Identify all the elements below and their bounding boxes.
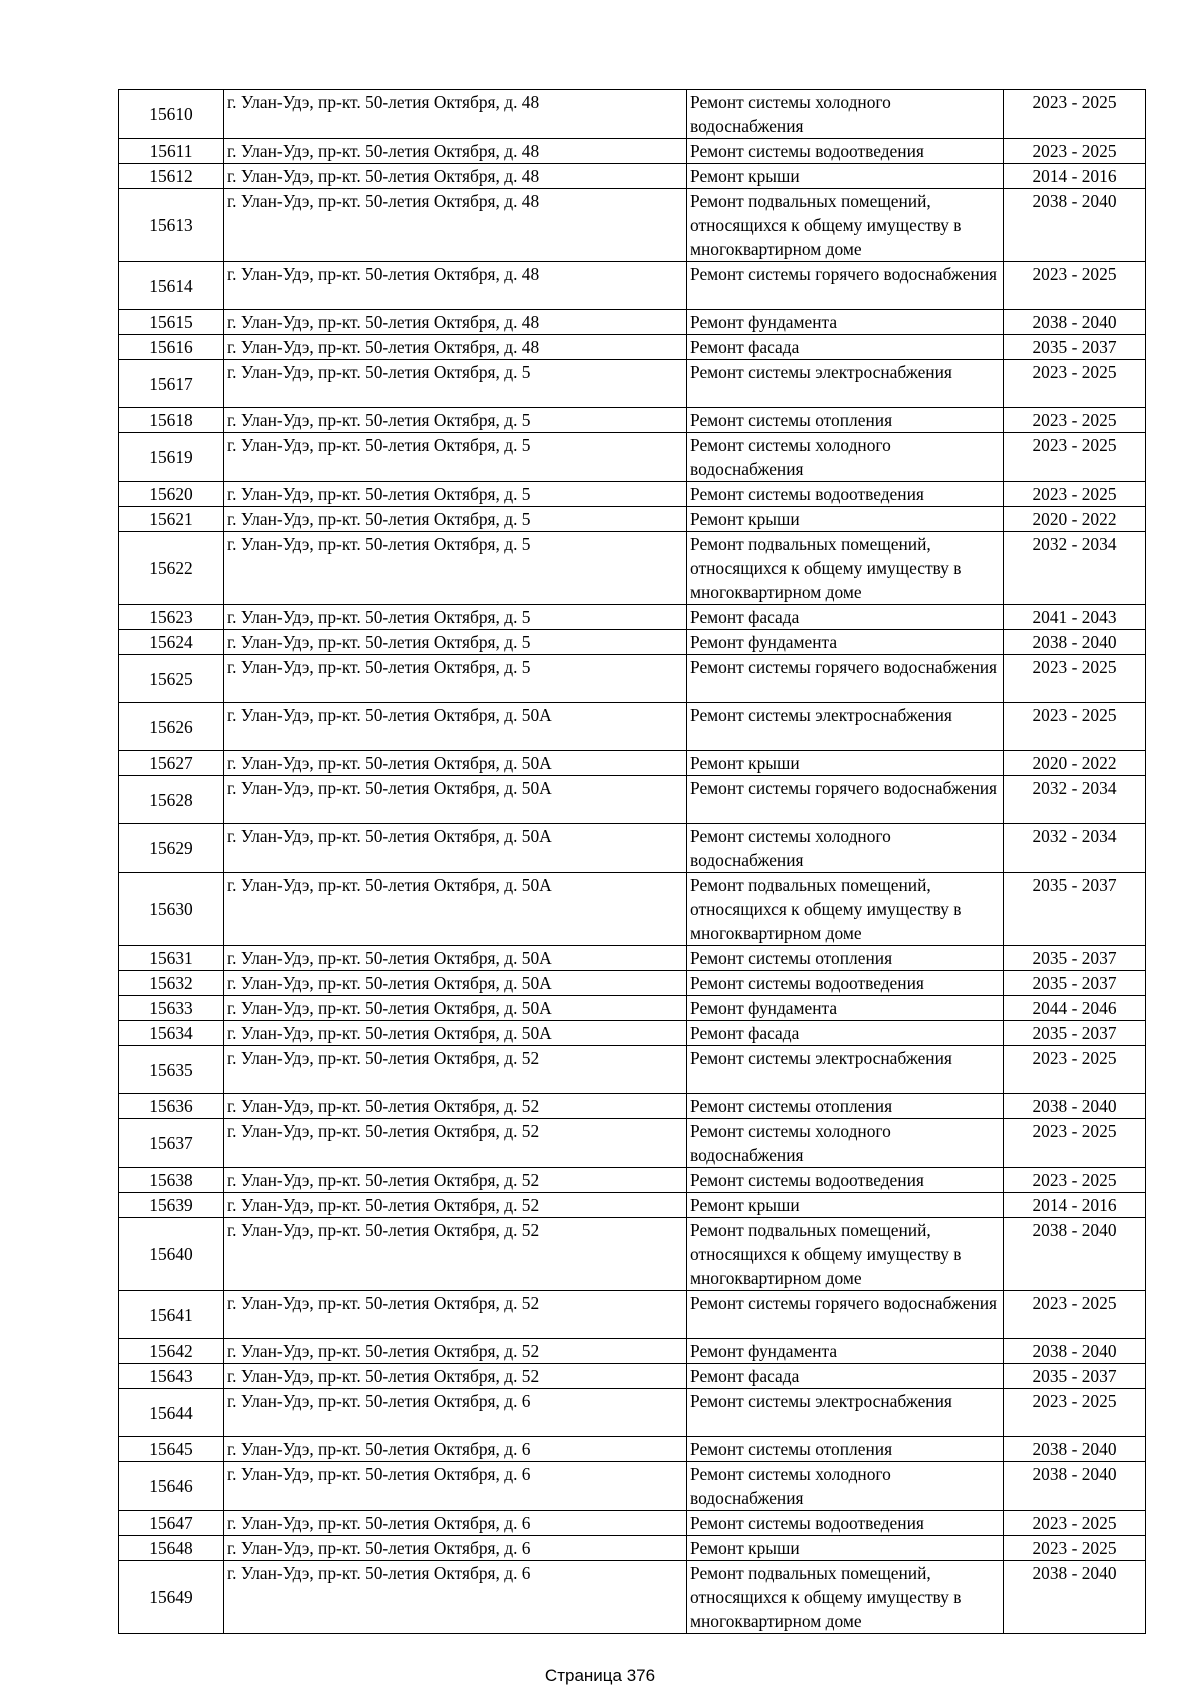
table-row <box>119 360 1146 408</box>
period-cell: 2023 - 2025 <box>1004 703 1146 751</box>
row-number: 15643 <box>119 1364 224 1389</box>
work-type-cell: Ремонт фасада <box>687 1021 1004 1046</box>
address-cell: г. Улан-Удэ, пр-кт. 50-летия Октября, д. 50А <box>224 703 687 751</box>
work-type-cell: Ремонт системы холодного водоснабжения <box>687 433 1004 482</box>
address-cell: г. Улан-Удэ, пр-кт. 50-летия Октября, д. 50А <box>224 824 687 873</box>
address-cell: г. Улан-Удэ, пр-кт. 50-летия Октября, д. 48 <box>224 189 687 262</box>
row-number: 15625 <box>119 655 224 703</box>
period-cell: 2041 - 2043 <box>1004 605 1146 630</box>
address-cell: г. Улан-Удэ, пр-кт. 50-летия Октября, д. 6 <box>224 1561 687 1634</box>
work-type-cell: Ремонт системы электроснабжения <box>687 1046 1004 1094</box>
work-type-cell: Ремонт системы водоотведения <box>687 1168 1004 1193</box>
work-type-cell: Ремонт подвальных помещений, относящихся к общему имуществу в многоквартирном доме <box>687 532 1004 605</box>
table-row <box>119 824 1146 873</box>
table-row <box>119 507 1146 532</box>
row-number: 15627 <box>119 751 224 776</box>
period-cell: 2023 - 2025 <box>1004 90 1146 139</box>
work-type-cell: Ремонт крыши <box>687 507 1004 532</box>
address-cell: г. Улан-Удэ, пр-кт. 50-летия Октября, д. 48 <box>224 310 687 335</box>
row-number: 15630 <box>119 873 224 946</box>
row-number: 15639 <box>119 1193 224 1218</box>
table-row <box>119 996 1146 1021</box>
address-cell: г. Улан-Удэ, пр-кт. 50-летия Октября, д. 52 <box>224 1168 687 1193</box>
work-type-cell: Ремонт фундамента <box>687 310 1004 335</box>
row-number: 15628 <box>119 776 224 824</box>
table-row <box>119 408 1146 433</box>
table-row <box>119 1218 1146 1291</box>
row-number: 15634 <box>119 1021 224 1046</box>
address-cell: г. Улан-Удэ, пр-кт. 50-летия Октября, д. 5 <box>224 408 687 433</box>
work-type-cell: Ремонт фундамента <box>687 996 1004 1021</box>
work-type-cell: Ремонт крыши <box>687 1193 1004 1218</box>
row-number: 15610 <box>119 90 224 139</box>
period-cell: 2023 - 2025 <box>1004 139 1146 164</box>
address-cell: г. Улан-Удэ, пр-кт. 50-летия Октября, д. 6 <box>224 1437 687 1462</box>
row-number: 15617 <box>119 360 224 408</box>
work-type-cell: Ремонт крыши <box>687 164 1004 189</box>
address-cell: г. Улан-Удэ, пр-кт. 50-летия Октября, д. 6 <box>224 1511 687 1536</box>
period-cell: 2044 - 2046 <box>1004 996 1146 1021</box>
period-cell: 2032 - 2034 <box>1004 824 1146 873</box>
work-type-cell: Ремонт системы электроснабжения <box>687 703 1004 751</box>
table-row <box>119 482 1146 507</box>
table-row <box>119 532 1146 605</box>
work-type-cell: Ремонт фасада <box>687 605 1004 630</box>
table-row <box>119 1021 1146 1046</box>
address-cell: г. Улан-Удэ, пр-кт. 50-летия Октября, д. 52 <box>224 1339 687 1364</box>
period-cell: 2023 - 2025 <box>1004 1291 1146 1339</box>
table-row <box>119 189 1146 262</box>
row-number: 15633 <box>119 996 224 1021</box>
address-cell: г. Улан-Удэ, пр-кт. 50-летия Октября, д. 5 <box>224 433 687 482</box>
period-cell: 2023 - 2025 <box>1004 408 1146 433</box>
address-cell: г. Улан-Удэ, пр-кт. 50-летия Октября, д. 52 <box>224 1119 687 1168</box>
address-cell: г. Улан-Удэ, пр-кт. 50-летия Октября, д. 52 <box>224 1218 687 1291</box>
period-cell: 2038 - 2040 <box>1004 1339 1146 1364</box>
work-type-cell: Ремонт системы электроснабжения <box>687 1389 1004 1437</box>
period-cell: 2038 - 2040 <box>1004 310 1146 335</box>
address-cell: г. Улан-Удэ, пр-кт. 50-летия Октября, д. 50А <box>224 946 687 971</box>
period-cell: 2023 - 2025 <box>1004 482 1146 507</box>
page-number: Страница 376 <box>544 1666 656 1685</box>
address-cell: г. Улан-Удэ, пр-кт. 50-летия Октября, д. 48 <box>224 335 687 360</box>
address-cell: г. Улан-Удэ, пр-кт. 50-летия Октября, д. 6 <box>224 1536 687 1561</box>
work-type-cell: Ремонт системы холодного водоснабжения <box>687 1462 1004 1511</box>
table-row <box>119 1437 1146 1462</box>
address-cell: г. Улан-Удэ, пр-кт. 50-летия Октября, д. 52 <box>224 1046 687 1094</box>
address-cell: г. Улан-Удэ, пр-кт. 50-летия Октября, д. 6 <box>224 1462 687 1511</box>
period-cell: 2023 - 2025 <box>1004 1046 1146 1094</box>
period-cell: 2020 - 2022 <box>1004 507 1146 532</box>
address-cell: г. Улан-Удэ, пр-кт. 50-летия Октября, д. 50А <box>224 1021 687 1046</box>
period-cell: 2023 - 2025 <box>1004 1119 1146 1168</box>
address-cell: г. Улан-Удэ, пр-кт. 50-летия Октября, д. 5 <box>224 655 687 703</box>
row-number: 15623 <box>119 605 224 630</box>
row-number: 15618 <box>119 408 224 433</box>
period-cell: 2038 - 2040 <box>1004 1218 1146 1291</box>
period-cell: 2023 - 2025 <box>1004 360 1146 408</box>
work-type-cell: Ремонт подвальных помещений, относящихся к общему имуществу в многоквартирном доме <box>687 1218 1004 1291</box>
row-number: 15646 <box>119 1462 224 1511</box>
work-type-cell: Ремонт фасада <box>687 1364 1004 1389</box>
table-row <box>119 776 1146 824</box>
table-row <box>119 655 1146 703</box>
address-cell: г. Улан-Удэ, пр-кт. 50-летия Октября, д. 5 <box>224 482 687 507</box>
period-cell: 2035 - 2037 <box>1004 946 1146 971</box>
table-row <box>119 873 1146 946</box>
table-row <box>119 1046 1146 1094</box>
period-cell: 2035 - 2037 <box>1004 971 1146 996</box>
row-number: 15629 <box>119 824 224 873</box>
row-number: 15614 <box>119 262 224 310</box>
work-type-cell: Ремонт фундамента <box>687 1339 1004 1364</box>
table-row <box>119 1536 1146 1561</box>
table-row <box>119 946 1146 971</box>
work-type-cell: Ремонт системы горячего водоснабжения <box>687 655 1004 703</box>
row-number: 15619 <box>119 433 224 482</box>
period-cell: 2023 - 2025 <box>1004 1168 1146 1193</box>
work-type-cell: Ремонт системы горячего водоснабжения <box>687 776 1004 824</box>
period-cell: 2023 - 2025 <box>1004 655 1146 703</box>
table-row <box>119 1561 1146 1634</box>
period-cell: 2020 - 2022 <box>1004 751 1146 776</box>
address-cell: г. Улан-Удэ, пр-кт. 50-летия Октября, д. 52 <box>224 1291 687 1339</box>
period-cell: 2032 - 2034 <box>1004 776 1146 824</box>
table-row <box>119 139 1146 164</box>
address-cell: г. Улан-Удэ, пр-кт. 50-летия Октября, д. 48 <box>224 90 687 139</box>
work-type-cell: Ремонт системы водоотведения <box>687 971 1004 996</box>
period-cell: 2014 - 2016 <box>1004 164 1146 189</box>
row-number: 15632 <box>119 971 224 996</box>
address-cell: г. Улан-Удэ, пр-кт. 50-летия Октября, д. 52 <box>224 1364 687 1389</box>
table-row <box>119 1511 1146 1536</box>
row-number: 15644 <box>119 1389 224 1437</box>
table-row <box>119 971 1146 996</box>
row-number: 15635 <box>119 1046 224 1094</box>
table-row <box>119 262 1146 310</box>
work-type-cell: Ремонт системы электроснабжения <box>687 360 1004 408</box>
work-type-cell: Ремонт системы горячего водоснабжения <box>687 1291 1004 1339</box>
repair-schedule-table <box>118 89 1146 1634</box>
address-cell: г. Улан-Удэ, пр-кт. 50-летия Октября, д. 50А <box>224 996 687 1021</box>
period-cell: 2023 - 2025 <box>1004 1536 1146 1561</box>
row-number: 15613 <box>119 189 224 262</box>
row-number: 15626 <box>119 703 224 751</box>
period-cell: 2023 - 2025 <box>1004 1389 1146 1437</box>
work-type-cell: Ремонт системы водоотведения <box>687 139 1004 164</box>
table-row <box>119 1291 1146 1339</box>
row-number: 15621 <box>119 507 224 532</box>
address-cell: г. Улан-Удэ, пр-кт. 50-летия Октября, д. 52 <box>224 1094 687 1119</box>
table-row <box>119 1389 1146 1437</box>
table-row <box>119 751 1146 776</box>
table-row <box>119 1462 1146 1511</box>
period-cell: 2038 - 2040 <box>1004 1094 1146 1119</box>
table-row <box>119 310 1146 335</box>
row-number: 15620 <box>119 482 224 507</box>
work-type-cell: Ремонт системы холодного водоснабжения <box>687 90 1004 139</box>
period-cell: 2035 - 2037 <box>1004 1364 1146 1389</box>
table-row <box>119 630 1146 655</box>
address-cell: г. Улан-Удэ, пр-кт. 50-летия Октября, д. 52 <box>224 1193 687 1218</box>
period-cell: 2032 - 2034 <box>1004 532 1146 605</box>
address-cell: г. Улан-Удэ, пр-кт. 50-летия Октября, д. 48 <box>224 164 687 189</box>
work-type-cell: Ремонт фасада <box>687 335 1004 360</box>
work-type-cell: Ремонт системы холодного водоснабжения <box>687 824 1004 873</box>
table-row <box>119 433 1146 482</box>
period-cell: 2035 - 2037 <box>1004 873 1146 946</box>
address-cell: г. Улан-Удэ, пр-кт. 50-летия Октября, д. 6 <box>224 1389 687 1437</box>
row-number: 15641 <box>119 1291 224 1339</box>
period-cell: 2023 - 2025 <box>1004 433 1146 482</box>
row-number: 15649 <box>119 1561 224 1634</box>
row-number: 15615 <box>119 310 224 335</box>
work-type-cell: Ремонт подвальных помещений, относящихся к общему имуществу в многоквартирном доме <box>687 873 1004 946</box>
work-type-cell: Ремонт системы отопления <box>687 946 1004 971</box>
address-cell: г. Улан-Удэ, пр-кт. 50-летия Октября, д. 48 <box>224 262 687 310</box>
table-row <box>119 703 1146 751</box>
row-number: 15648 <box>119 1536 224 1561</box>
work-type-cell: Ремонт крыши <box>687 751 1004 776</box>
period-cell: 2038 - 2040 <box>1004 1437 1146 1462</box>
period-cell: 2038 - 2040 <box>1004 189 1146 262</box>
address-cell: г. Улан-Удэ, пр-кт. 50-летия Октября, д. 50А <box>224 971 687 996</box>
table-row <box>119 164 1146 189</box>
work-type-cell: Ремонт системы горячего водоснабжения <box>687 262 1004 310</box>
work-type-cell: Ремонт подвальных помещений, относящихся к общему имуществу в многоквартирном доме <box>687 189 1004 262</box>
period-cell: 2014 - 2016 <box>1004 1193 1146 1218</box>
address-cell: г. Улан-Удэ, пр-кт. 50-летия Октября, д. 5 <box>224 360 687 408</box>
table-body <box>119 90 1146 1634</box>
table-row <box>119 1364 1146 1389</box>
table-row <box>119 1193 1146 1218</box>
row-number: 15612 <box>119 164 224 189</box>
address-cell: г. Улан-Удэ, пр-кт. 50-летия Октября, д. 5 <box>224 630 687 655</box>
address-cell: г. Улан-Удэ, пр-кт. 50-летия Октября, д. 48 <box>224 139 687 164</box>
work-type-cell: Ремонт системы отопления <box>687 1437 1004 1462</box>
work-type-cell: Ремонт системы водоотведения <box>687 482 1004 507</box>
table-row <box>119 605 1146 630</box>
work-type-cell: Ремонт системы водоотведения <box>687 1511 1004 1536</box>
row-number: 15611 <box>119 139 224 164</box>
work-type-cell: Ремонт подвальных помещений, относящихся к общему имуществу в многоквартирном доме <box>687 1561 1004 1634</box>
row-number: 15616 <box>119 335 224 360</box>
period-cell: 2035 - 2037 <box>1004 1021 1146 1046</box>
table-row <box>119 1119 1146 1168</box>
table-row <box>119 1168 1146 1193</box>
row-number: 15647 <box>119 1511 224 1536</box>
table-row <box>119 90 1146 139</box>
work-type-cell: Ремонт фундамента <box>687 630 1004 655</box>
row-number: 15642 <box>119 1339 224 1364</box>
row-number: 15622 <box>119 532 224 605</box>
address-cell: г. Улан-Удэ, пр-кт. 50-летия Октября, д. 50А <box>224 873 687 946</box>
table-row <box>119 1094 1146 1119</box>
address-cell: г. Улан-Удэ, пр-кт. 50-летия Октября, д. 5 <box>224 507 687 532</box>
row-number: 15624 <box>119 630 224 655</box>
row-number: 15631 <box>119 946 224 971</box>
table-row <box>119 335 1146 360</box>
period-cell: 2038 - 2040 <box>1004 630 1146 655</box>
address-cell: г. Улан-Удэ, пр-кт. 50-летия Октября, д. 5 <box>224 532 687 605</box>
period-cell: 2038 - 2040 <box>1004 1561 1146 1634</box>
work-type-cell: Ремонт крыши <box>687 1536 1004 1561</box>
table-row <box>119 1339 1146 1364</box>
row-number: 15636 <box>119 1094 224 1119</box>
work-type-cell: Ремонт системы отопления <box>687 1094 1004 1119</box>
address-cell: г. Улан-Удэ, пр-кт. 50-летия Октября, д. 50А <box>224 751 687 776</box>
row-number: 15645 <box>119 1437 224 1462</box>
work-type-cell: Ремонт системы холодного водоснабжения <box>687 1119 1004 1168</box>
row-number: 15638 <box>119 1168 224 1193</box>
address-cell: г. Улан-Удэ, пр-кт. 50-летия Октября, д. 50А <box>224 776 687 824</box>
period-cell: 2035 - 2037 <box>1004 335 1146 360</box>
period-cell: 2038 - 2040 <box>1004 1462 1146 1511</box>
row-number: 15637 <box>119 1119 224 1168</box>
address-cell: г. Улан-Удэ, пр-кт. 50-летия Октября, д. 5 <box>224 605 687 630</box>
work-type-cell: Ремонт системы отопления <box>687 408 1004 433</box>
row-number: 15640 <box>119 1218 224 1291</box>
period-cell: 2023 - 2025 <box>1004 262 1146 310</box>
period-cell: 2023 - 2025 <box>1004 1511 1146 1536</box>
